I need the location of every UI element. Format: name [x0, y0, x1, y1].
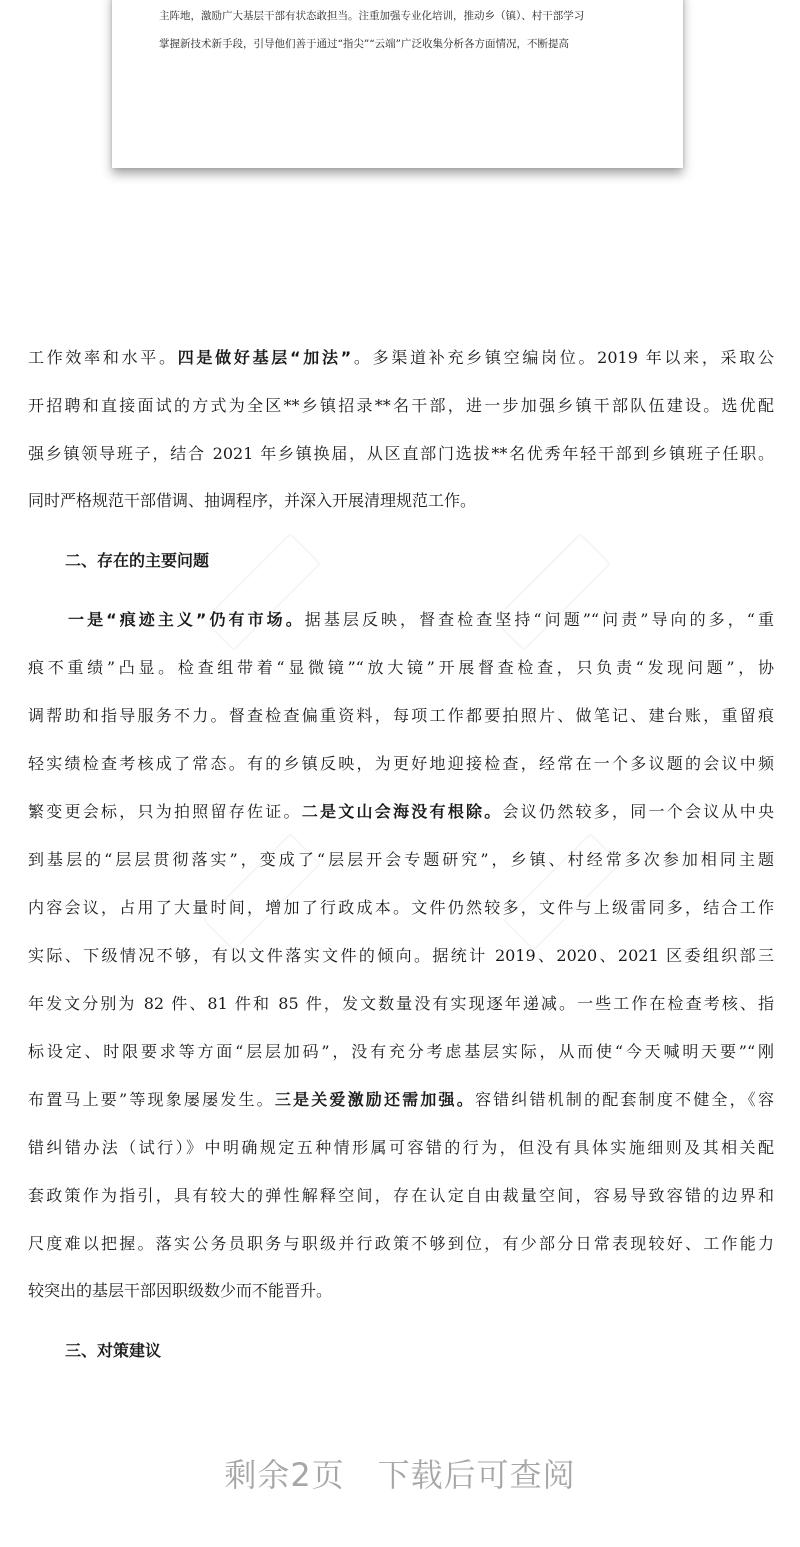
- text-line: 实际、下级情况不够，有以文件落实文件的倾向。据统计 2019、2020、2021 区委组织部三: [28, 946, 774, 965]
- previous-page-preview: [112, 0, 683, 168]
- section-heading: 三、对策建议: [65, 1341, 162, 1360]
- text-line: 较突出的基层干部因职级数少而不能晋升。: [28, 1281, 333, 1300]
- section-heading: 二、存在的主要问题: [65, 551, 210, 570]
- text-line: 开招聘和直接面试的方式为全区**乡镇招录**名干部，进一步加强乡镇干部队伍建设。选优配: [28, 396, 774, 415]
- preview-line: 主阵地，激励广大基层干部有状态敢担当。注重加强专业化培训，推动乡（镇）、村干部学习: [159, 10, 585, 22]
- text-line: 一是“痕迹主义”仍有市场。据基层反映，督查检查坚持“问题”“问责”导向的多，“重: [65, 610, 774, 629]
- text-line: 繁变更会标，只为拍照留存佐证。二是文山会海没有根除。会议仍然较多，同一个会议从中央: [28, 802, 774, 821]
- text-line: 强乡镇领导班子，结合 2021 年乡镇换届，从区直部门选拔**名优秀年轻干部到乡镇班子任职。: [28, 444, 774, 463]
- text-line: 到基层的“层层贯彻落实”，变成了“层层开会专题研究”，乡镇、村经常多次参加相同主题: [28, 850, 774, 869]
- remaining-pages-notice[interactable]: 剩余2页 下载后可查阅: [224, 1456, 576, 1494]
- text-line: 轻实绩检查考核成了常态。有的乡镇反映，为更好地迎接检查，经常在一个多议题的会议中频: [28, 754, 774, 773]
- text-line: 布置马上要”等现象屡屡发生。三是关爱激励还需加强。容错纠错机制的配套制度不健全，《容: [28, 1090, 774, 1109]
- watermark-stamp: [493, 533, 612, 652]
- text-line: 错纠错办法（试行）》中明确规定五种情形属可容错的行为，但没有具体实施细则及其相关配: [28, 1138, 774, 1157]
- text-line: 尺度难以把握。落实公务员职务与职级并行政策不够到位，有少部分日常表现较好、工作能力: [28, 1234, 774, 1253]
- text-line: 内容会议，占用了大量时间，增加了行政成本。文件仍然较多，文件与上级雷同多，结合工作: [28, 898, 774, 917]
- text-line: 工作效率和水平。四是做好基层“加法”。多渠道补充乡镇空编岗位。2019 年以来，采取公: [28, 348, 774, 367]
- text-line: 痕不重绩”凸显。检查组带着“显微镜”“放大镜”开展督查检查，只负责“发现问题”，协: [28, 658, 774, 677]
- preview-line: 掌握新技术新手段，引导他们善于通过“指尖”“云端”广泛收集分析各方面情况，不断提高: [159, 38, 569, 50]
- watermark-stamp: [203, 533, 322, 652]
- text-line: 标设定、时限要求等方面“层层加码”，没有充分考虑基层实际，从而使“今天喊明天要”“刚: [28, 1042, 774, 1061]
- text-line: 套政策作为指引，具有较大的弹性解释空间，存在认定自由裁量空间，容易导致容错的边界和: [28, 1186, 774, 1205]
- text-line: 年发文分别为 82 件、81 件和 85 件，发文数量没有实现逐年递减。一些工作在检查考核、指: [28, 994, 774, 1013]
- text-line: 同时严格规范干部借调、抽调程序，并深入开展清理规范工作。: [28, 491, 477, 510]
- text-line: 调帮助和指导服务不力。督查检查偏重资料，每项工作都要拍照片、做笔记、建台账，重留痕: [28, 706, 774, 725]
